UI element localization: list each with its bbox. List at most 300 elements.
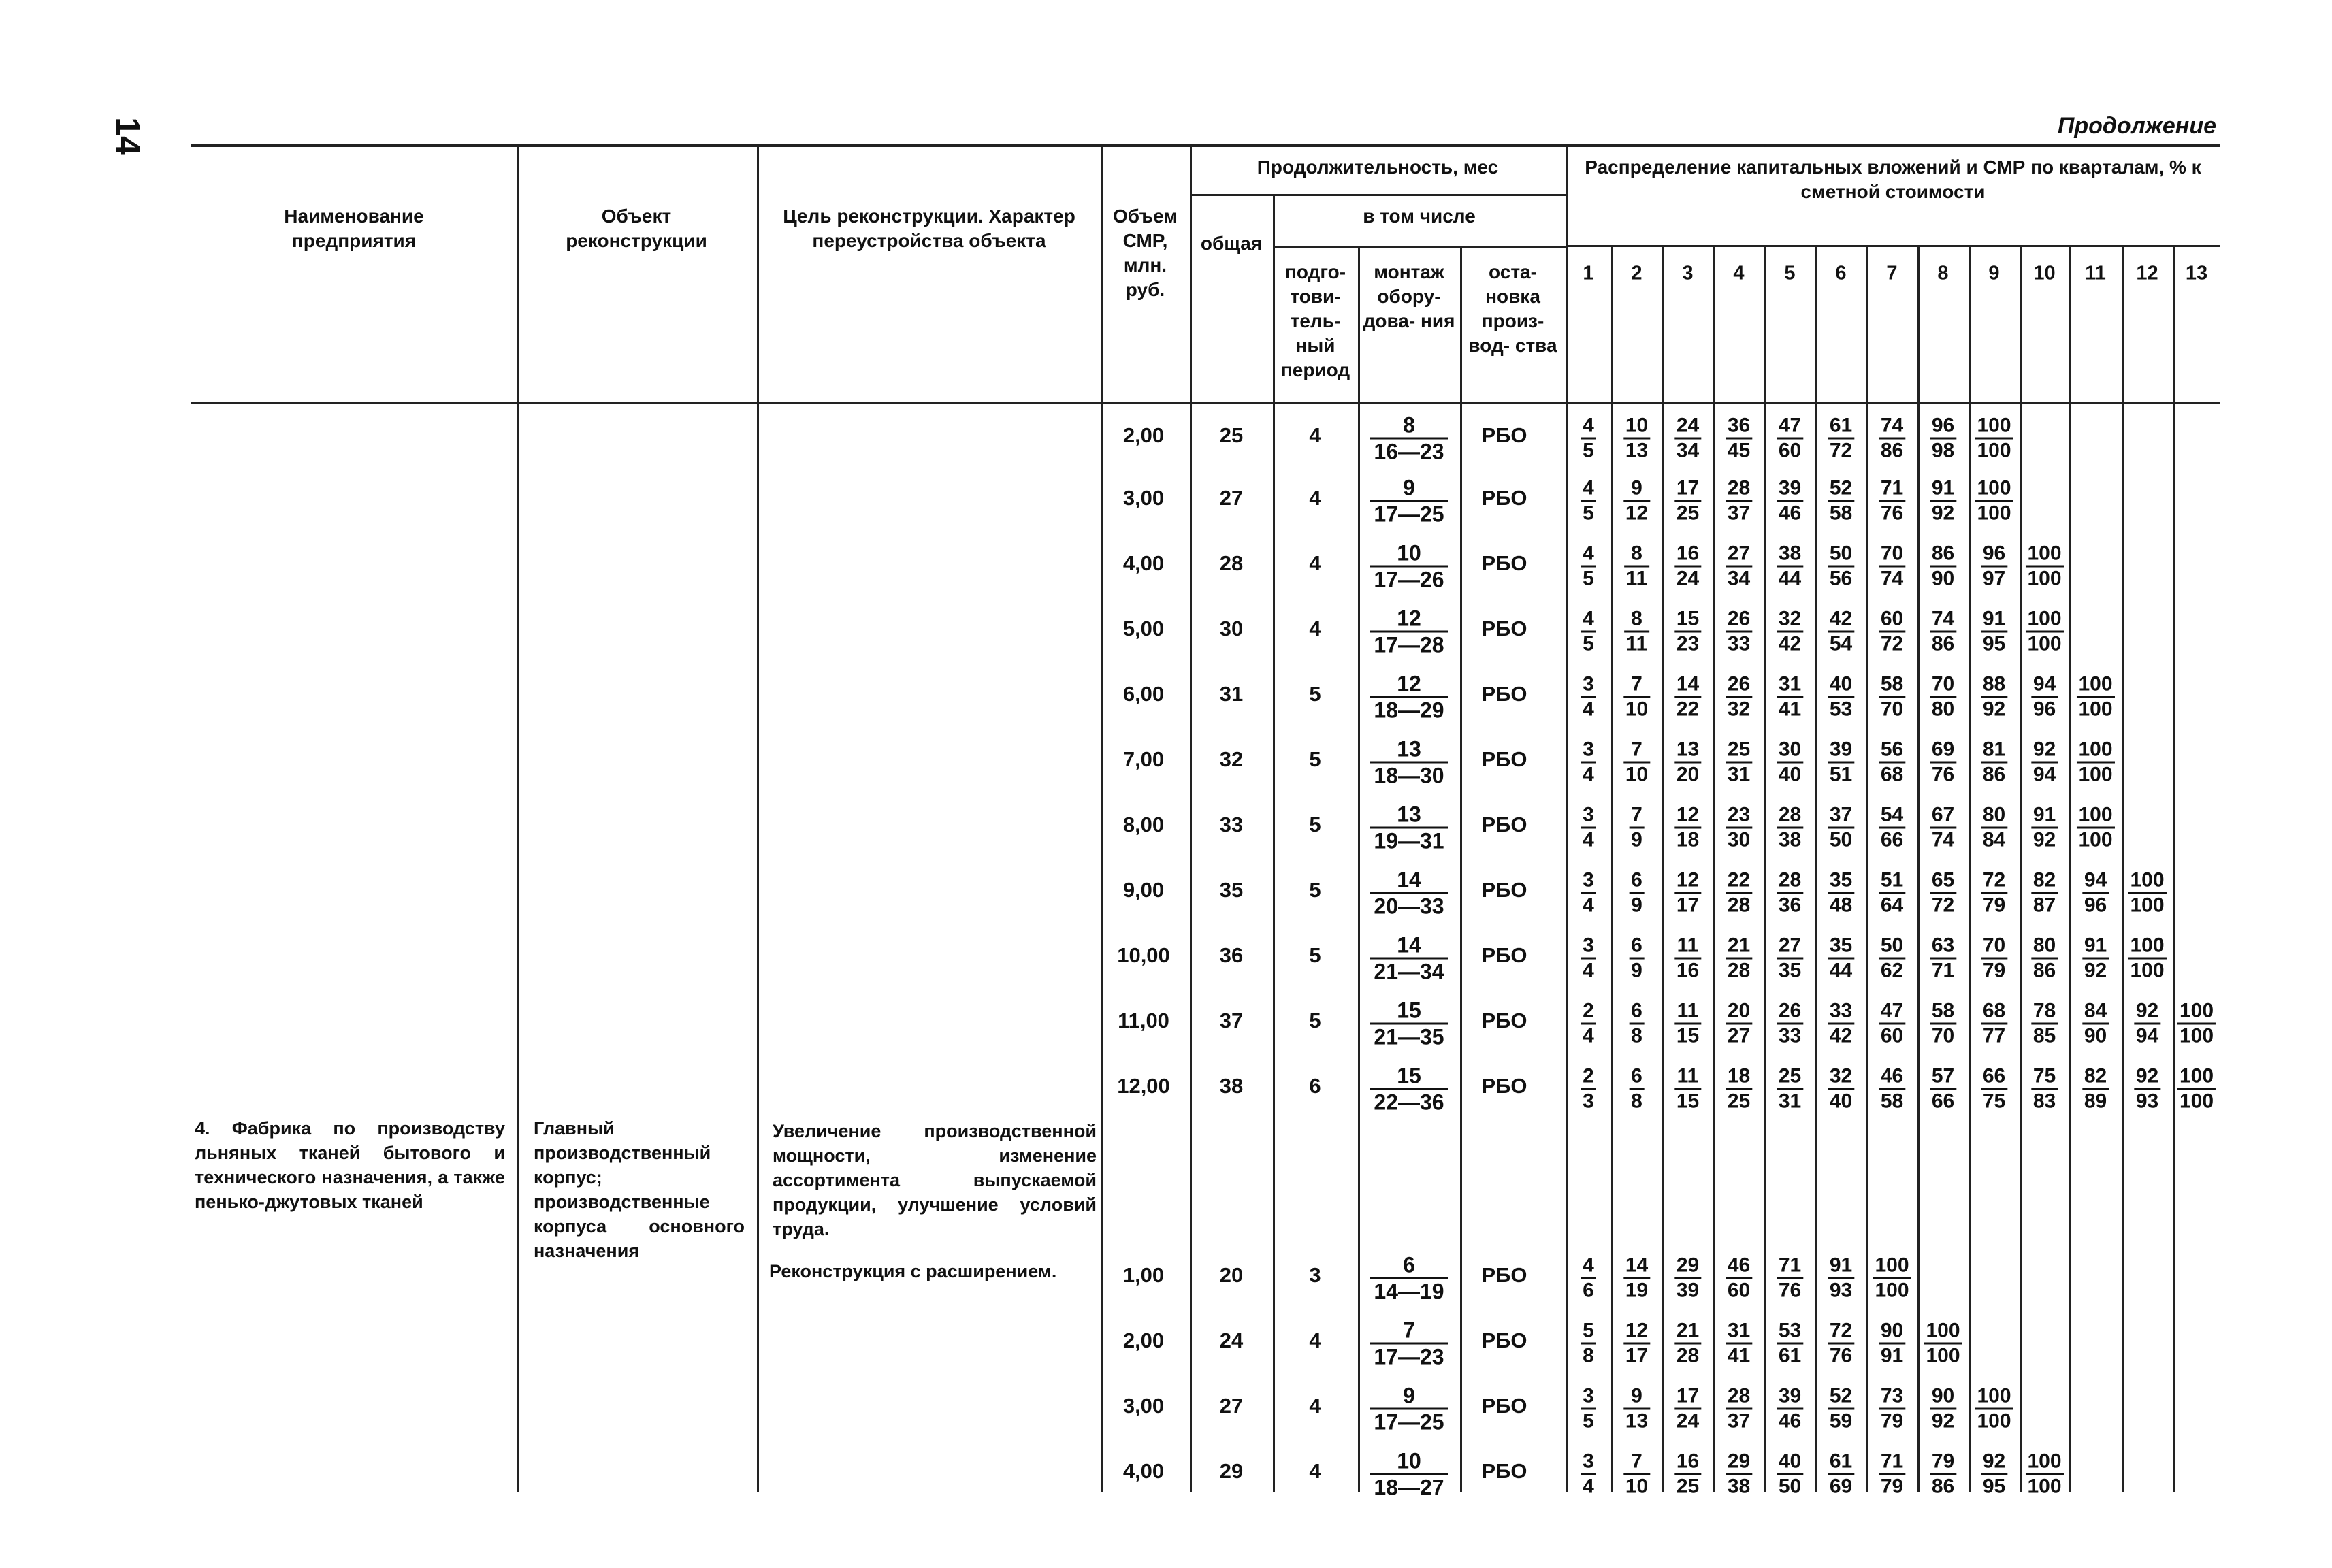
quarter-fraction: [1828, 869, 1854, 917]
fraction-numerator: 74: [1930, 608, 1956, 633]
fraction-denominator: 95: [1982, 1475, 2006, 1498]
volume-cell: 6,00: [1122, 682, 1165, 706]
quarter-fraction: [1828, 804, 1854, 852]
quarter-fraction: [1828, 1254, 1854, 1303]
quarter-fraction: [1879, 934, 1905, 983]
quarter-fraction: [1924, 1320, 1962, 1368]
fraction-denominator: 85: [2033, 1024, 2056, 1047]
continuation-label: Продолжение: [2057, 113, 2216, 139]
stop-cell: РБО: [1481, 617, 1527, 640]
quarter-fraction: [1828, 414, 1854, 463]
fraction-numerator: 20: [1726, 1000, 1752, 1025]
fraction-numerator: 4: [1581, 477, 1596, 502]
quarter-fraction: [1623, 1254, 1650, 1303]
quarter-fraction: [1726, 934, 1752, 983]
quarter-fraction: [1930, 738, 1956, 787]
fraction-numerator: 29: [1674, 1254, 1701, 1279]
prep-period-cell: 5: [1309, 747, 1321, 771]
fraction-denominator: 86: [1880, 439, 1904, 462]
column-divider: [2173, 245, 2175, 1492]
quarter-header: 4: [1733, 262, 1745, 284]
fraction-denominator: 100: [2078, 763, 2113, 786]
fraction-numerator: 51: [1879, 869, 1905, 894]
install-numerator: 8: [1370, 413, 1448, 440]
fraction-numerator: 42: [1828, 608, 1854, 633]
install-numerator: 7: [1370, 1318, 1448, 1345]
total-duration-cell: 37: [1219, 1009, 1244, 1032]
quarter-fraction: [1930, 1065, 1956, 1113]
volume-cell: 2,00: [1122, 1328, 1165, 1352]
column-divider: [1866, 245, 1868, 1492]
fraction-denominator: 84: [1982, 828, 2006, 851]
fraction-numerator: 28: [1726, 477, 1752, 502]
install-numerator: 13: [1370, 802, 1448, 829]
fraction-numerator: 38: [1777, 542, 1803, 568]
quarter-fraction: [1981, 1065, 2007, 1113]
quarter-fraction: [2134, 1000, 2160, 1048]
prep-header: подго- тови- тель- ный период: [1280, 261, 1350, 380]
fraction-denominator: 100: [1977, 1409, 2011, 1433]
fraction-numerator: 56: [1879, 738, 1905, 764]
quarter-header: 3: [1682, 262, 1694, 284]
fraction-denominator: 4: [1583, 763, 1594, 786]
quarter-fraction: [1828, 608, 1854, 656]
fraction-numerator: 66: [1981, 1065, 2007, 1090]
fraction-numerator: 50: [1879, 934, 1905, 960]
install-denominator: 21—34: [1374, 959, 1444, 984]
page-number: 14: [109, 117, 147, 155]
total-duration-cell: 31: [1219, 682, 1244, 706]
fraction-numerator: 14: [1674, 673, 1701, 698]
quarter-fraction: [1879, 1000, 1905, 1048]
fraction-denominator: 13: [1625, 439, 1649, 462]
fraction-numerator: 16: [1674, 542, 1701, 568]
fraction-denominator: 28: [1727, 894, 1751, 917]
fraction-denominator: 92: [2084, 959, 2107, 982]
quarter-fraction: [1777, 869, 1803, 917]
quarter-fraction: [2076, 738, 2114, 787]
fraction-numerator: 36: [1726, 414, 1752, 440]
prep-period-cell: 3: [1309, 1263, 1321, 1287]
fraction-numerator: 61: [1828, 1450, 1854, 1475]
quarter-fraction: [1623, 414, 1650, 463]
fraction-denominator: 87: [2033, 894, 2056, 917]
fraction-numerator: 50: [1828, 542, 1854, 568]
fraction-denominator: 32: [1727, 698, 1751, 721]
fraction-numerator: 79: [1930, 1450, 1956, 1475]
prep-period-cell: 4: [1309, 551, 1321, 575]
quarter-header: 8: [1937, 262, 1949, 284]
duration-header: Продолжительность, мес: [1257, 157, 1499, 178]
fraction-numerator: 21: [1726, 934, 1752, 960]
quarter-fraction: [1981, 869, 2007, 917]
install-denominator: 17—23: [1374, 1344, 1444, 1369]
quarter-fraction: [2031, 738, 2058, 787]
fraction-denominator: 94: [2033, 763, 2056, 786]
quarter-fraction: [1581, 673, 1596, 721]
fraction-denominator: 30: [1727, 828, 1751, 851]
quarter-fraction: [1674, 869, 1701, 917]
fraction-denominator: 100: [2130, 894, 2165, 917]
fraction-numerator: 3: [1581, 1385, 1596, 1410]
install-fraction: [1370, 998, 1448, 1049]
quarter-fraction: [1777, 608, 1803, 656]
volume-cell: 3,00: [1122, 1394, 1165, 1418]
column-divider: [2020, 245, 2022, 1492]
fraction-denominator: 79: [1880, 1475, 1904, 1498]
quarter-fraction: [1674, 1320, 1701, 1368]
fraction-numerator: 9: [1623, 1385, 1650, 1410]
quarter-header: 5: [1784, 262, 1796, 284]
fraction-numerator: 30: [1777, 738, 1803, 764]
column-divider: [1101, 144, 1103, 1492]
fraction-denominator: 100: [2179, 1090, 2214, 1113]
fraction-denominator: 54: [1829, 632, 1853, 655]
fraction-numerator: 24: [1674, 414, 1701, 440]
quarter-fraction: [1777, 1254, 1803, 1303]
quarter-fraction: [1726, 804, 1752, 852]
quarter-fraction: [1726, 414, 1752, 463]
fraction-numerator: 8: [1624, 608, 1650, 633]
fraction-denominator: 8: [1631, 1090, 1642, 1113]
table-rule: [1190, 194, 1566, 196]
fraction-denominator: 13: [1625, 1409, 1649, 1433]
install-fraction: [1370, 476, 1448, 527]
stop-cell: РБО: [1481, 1009, 1527, 1032]
fraction-numerator: 10: [1623, 414, 1650, 440]
quarter-fraction: [1828, 738, 1854, 787]
stop-cell: РБО: [1481, 1328, 1527, 1352]
fraction-numerator: 54: [1879, 804, 1905, 829]
fraction-numerator: 91: [1828, 1254, 1854, 1279]
fraction-denominator: 72: [1880, 632, 1904, 655]
fraction-denominator: 44: [1778, 567, 1802, 590]
quarter-fraction: [1930, 804, 1956, 852]
quarter-fraction: [1777, 1385, 1803, 1433]
fraction-denominator: 9: [1631, 828, 1642, 851]
volume-cell: 1,00: [1122, 1263, 1165, 1287]
quarter-fraction: [2031, 869, 2058, 917]
quarter-fraction: [1777, 1450, 1803, 1499]
fraction-numerator: 15: [1674, 608, 1701, 633]
fraction-numerator: 13: [1674, 738, 1701, 764]
fraction-denominator: 100: [1926, 1344, 1960, 1367]
prep-period-cell: 5: [1309, 878, 1321, 902]
quarter-fraction: [1581, 1450, 1596, 1499]
fraction-numerator: 3: [1581, 673, 1596, 698]
fraction-denominator: 92: [1931, 502, 1955, 525]
fraction-numerator: 91: [2082, 934, 2109, 960]
quarter-fraction: [1879, 414, 1905, 463]
quarter-fraction: [1930, 608, 1956, 656]
fraction-numerator: 5: [1581, 1320, 1596, 1345]
fraction-denominator: 4: [1583, 894, 1594, 917]
install-numerator: 13: [1370, 737, 1448, 764]
prep-period-cell: 4: [1309, 617, 1321, 640]
total-duration-cell: 20: [1219, 1263, 1244, 1287]
fraction-numerator: 3: [1581, 1450, 1596, 1475]
quarter-fraction: [1674, 1065, 1701, 1113]
fraction-numerator: 39: [1828, 738, 1854, 764]
fraction-denominator: 10: [1625, 763, 1649, 786]
fraction-numerator: 92: [2134, 1065, 2160, 1090]
fraction-numerator: 57: [1930, 1065, 1956, 1090]
quarter-fraction: [1930, 1000, 1956, 1048]
fraction-numerator: 28: [1777, 804, 1803, 829]
quarter-fraction: [1777, 934, 1803, 983]
fraction-denominator: 35: [1778, 959, 1802, 982]
quarter-fraction: [1930, 1385, 1956, 1433]
fraction-denominator: 11: [1625, 632, 1648, 655]
column-divider: [1273, 194, 1275, 1492]
fraction-numerator: 100: [1975, 414, 2013, 440]
fraction-denominator: 4: [1583, 1024, 1594, 1047]
fraction-denominator: 36: [1778, 894, 1802, 917]
quarter-fraction: [1828, 1000, 1854, 1048]
fraction-denominator: 33: [1727, 632, 1751, 655]
column-divider: [1460, 246, 1462, 1492]
fraction-numerator: 4: [1581, 542, 1596, 568]
stop-cell: РБО: [1481, 943, 1527, 967]
fraction-numerator: 7: [1623, 1450, 1650, 1475]
quarter-fraction: [2177, 1000, 2216, 1048]
quarter-fraction: [2025, 542, 2063, 591]
fraction-denominator: 53: [1829, 698, 1853, 721]
fraction-numerator: 6: [1629, 934, 1645, 960]
fraction-numerator: 27: [1777, 934, 1803, 960]
fraction-denominator: 60: [1880, 1024, 1904, 1047]
quarter-fraction: [1777, 1320, 1803, 1368]
quarter-header: 11: [2085, 262, 2106, 284]
fraction-denominator: 50: [1778, 1475, 1802, 1498]
quarter-fraction: [1981, 608, 2007, 656]
fraction-denominator: 68: [1880, 763, 1904, 786]
column-divider: [2122, 245, 2124, 1492]
fraction-denominator: 42: [1829, 1024, 1853, 1047]
fraction-numerator: 12: [1674, 869, 1701, 894]
total-duration-cell: 33: [1219, 813, 1244, 836]
fraction-numerator: 92: [2134, 1000, 2160, 1025]
stop-cell: РБО: [1481, 1459, 1527, 1483]
quarter-fraction: [1674, 1450, 1701, 1499]
quarter-fraction: [1975, 1385, 2013, 1433]
prep-period-cell: 5: [1309, 943, 1321, 967]
quarter-fraction: [1777, 738, 1803, 787]
quarter-fraction: [1581, 542, 1596, 591]
quarter-fraction: [1674, 673, 1701, 721]
including-header: в том числе: [1363, 206, 1476, 227]
volume-cell: 10,00: [1117, 943, 1170, 967]
fraction-denominator: 100: [2027, 1475, 2062, 1498]
quarter-fraction: [1623, 1450, 1650, 1499]
fraction-numerator: 14: [1623, 1254, 1650, 1279]
fraction-denominator: 24: [1676, 1409, 1700, 1433]
fraction-numerator: 52: [1828, 477, 1854, 502]
install-numerator: 6: [1370, 1253, 1448, 1279]
volume-cell: 2,00: [1122, 423, 1165, 447]
quarter-fraction: [2082, 869, 2109, 917]
fraction-denominator: 100: [2179, 1024, 2214, 1047]
fraction-denominator: 25: [1676, 1475, 1700, 1498]
quarter-fraction: [1930, 869, 1956, 917]
quarter-fraction: [1581, 1254, 1596, 1303]
install-denominator: 17—25: [1374, 502, 1444, 527]
quarter-fraction: [1674, 1000, 1701, 1048]
fraction-numerator: 86: [1930, 542, 1956, 568]
quarter-fraction: [1777, 1000, 1803, 1048]
quarter-fraction: [2082, 1065, 2109, 1113]
column-divider: [1713, 245, 1715, 1492]
fraction-denominator: 39: [1676, 1279, 1700, 1302]
fraction-denominator: 95: [1982, 632, 2006, 655]
fraction-numerator: 90: [1879, 1320, 1905, 1345]
install-numerator: 9: [1370, 476, 1448, 502]
volume-cell: 7,00: [1122, 747, 1165, 771]
fraction-denominator: 75: [1982, 1090, 2006, 1113]
quarter-fraction: [1726, 477, 1752, 525]
fraction-numerator: 67: [1930, 804, 1956, 829]
fraction-numerator: 3: [1581, 869, 1596, 894]
quarter-header: 9: [1988, 262, 2000, 284]
fraction-numerator: 69: [1930, 738, 1956, 764]
quarter-fraction: [1879, 1385, 1905, 1433]
fraction-numerator: 92: [2031, 738, 2058, 764]
quarter-fraction: [1726, 1065, 1752, 1113]
fraction-numerator: 40: [1828, 673, 1854, 698]
fraction-denominator: 4: [1583, 1475, 1594, 1498]
fraction-denominator: 100: [1977, 439, 2011, 462]
fraction-numerator: 92: [1981, 1450, 2007, 1475]
fraction-denominator: 33: [1778, 1024, 1802, 1047]
fraction-denominator: 56: [1829, 567, 1853, 590]
fraction-denominator: 60: [1778, 439, 1802, 462]
quarter-fraction: [1581, 738, 1596, 787]
fraction-numerator: 52: [1828, 1385, 1854, 1410]
fraction-numerator: 25: [1726, 738, 1752, 764]
fraction-numerator: 47: [1879, 1000, 1905, 1025]
column-divider: [757, 144, 759, 1492]
total-duration-cell: 32: [1219, 747, 1244, 771]
fraction-numerator: 100: [1924, 1320, 1962, 1345]
install-fraction: [1370, 606, 1448, 657]
fraction-denominator: 92: [1931, 1409, 1955, 1433]
quarter-fraction: [1981, 934, 2007, 983]
install-numerator: 10: [1370, 541, 1448, 568]
fraction-numerator: 65: [1930, 869, 1956, 894]
install-fraction: [1370, 672, 1448, 723]
prep-period-cell: 4: [1309, 1459, 1321, 1483]
volume-cell: 5,00: [1122, 617, 1165, 640]
fraction-denominator: 58: [1880, 1090, 1904, 1113]
fraction-numerator: 40: [1777, 1450, 1803, 1475]
fraction-denominator: 76: [1829, 1344, 1853, 1367]
quarter-fraction: [1879, 1320, 1905, 1368]
prep-period-cell: 5: [1309, 813, 1321, 836]
quarter-fraction: [1726, 1320, 1752, 1368]
fraction-numerator: 82: [2082, 1065, 2109, 1090]
quarter-fraction: [2031, 804, 2058, 852]
fraction-denominator: 10: [1625, 1475, 1649, 1498]
column-divider: [1764, 245, 1766, 1492]
table-rule: [1273, 246, 1566, 248]
fraction-numerator: 3: [1581, 738, 1596, 764]
install-numerator: 15: [1370, 998, 1448, 1025]
fraction-denominator: 5: [1583, 567, 1594, 590]
volume-cell: 4,00: [1122, 551, 1165, 575]
fraction-numerator: 46: [1879, 1065, 1905, 1090]
quarter-fraction: [2128, 934, 2166, 983]
install-numerator: 12: [1370, 672, 1448, 698]
quarter-header: 7: [1886, 262, 1898, 284]
fraction-numerator: 88: [1981, 673, 2007, 698]
quarter-fraction: [1981, 1000, 2007, 1048]
quarter-fraction: [1623, 1320, 1650, 1368]
fraction-denominator: 19: [1625, 1279, 1649, 1302]
fraction-numerator: 28: [1777, 869, 1803, 894]
quarter-fraction: [2031, 673, 2058, 721]
quarter-fraction: [1623, 1385, 1650, 1433]
install-denominator: 16—23: [1374, 439, 1444, 464]
fraction-denominator: 70: [1880, 698, 1904, 721]
fraction-denominator: 51: [1829, 763, 1853, 786]
column-divider: [1917, 245, 1920, 1492]
stop-cell: РБО: [1481, 486, 1527, 510]
fraction-denominator: 28: [1676, 1344, 1700, 1367]
quarter-fraction: [1879, 738, 1905, 787]
quarter-fraction: [1726, 1385, 1752, 1433]
fraction-numerator: 4: [1581, 608, 1596, 633]
fraction-denominator: 5: [1583, 439, 1594, 462]
install-denominator: 18—30: [1374, 763, 1444, 788]
fraction-numerator: 2: [1581, 1000, 1596, 1025]
install-denominator: 21—35: [1374, 1024, 1444, 1049]
fraction-numerator: 90: [1930, 1385, 1956, 1410]
fraction-denominator: 100: [1977, 502, 2011, 525]
fraction-denominator: 5: [1583, 1409, 1594, 1433]
fraction-denominator: 71: [1931, 959, 1955, 982]
fraction-denominator: 74: [1880, 567, 1904, 590]
total-duration-cell: 24: [1219, 1328, 1244, 1352]
fraction-denominator: 64: [1880, 894, 1904, 917]
fraction-numerator: 63: [1930, 934, 1956, 960]
quarter-fraction: [1581, 1320, 1596, 1368]
fraction-numerator: 94: [2082, 869, 2109, 894]
goal-text-1: Увеличение производственной мощности, изменение ассортимента выпускаемой продукции, улучшение условий труда.: [773, 1121, 1097, 1239]
fraction-denominator: 41: [1727, 1344, 1751, 1367]
fraction-numerator: 7: [1623, 738, 1650, 764]
quarter-fraction: [2076, 804, 2114, 852]
fraction-denominator: 76: [1778, 1279, 1802, 1302]
fraction-numerator: 53: [1777, 1320, 1803, 1345]
fraction-numerator: 70: [1879, 542, 1905, 568]
stop-cell: РБО: [1481, 551, 1527, 575]
fraction-denominator: 4: [1583, 828, 1594, 851]
quarter-fraction: [2076, 673, 2114, 721]
fraction-denominator: 24: [1676, 567, 1700, 590]
fraction-numerator: 100: [2076, 738, 2114, 764]
column-divider: [1358, 246, 1360, 1492]
fraction-denominator: 31: [1727, 763, 1751, 786]
fraction-numerator: 80: [2031, 934, 2058, 960]
prep-period-cell: 4: [1309, 1328, 1321, 1352]
fraction-denominator: 37: [1727, 502, 1751, 525]
fraction-denominator: 93: [2135, 1090, 2159, 1113]
fraction-numerator: 7: [1629, 804, 1645, 829]
fraction-numerator: 31: [1777, 673, 1803, 698]
stop-cell: РБО: [1481, 423, 1527, 447]
fraction-numerator: 32: [1828, 1065, 1854, 1090]
column-divider: [517, 144, 519, 1492]
